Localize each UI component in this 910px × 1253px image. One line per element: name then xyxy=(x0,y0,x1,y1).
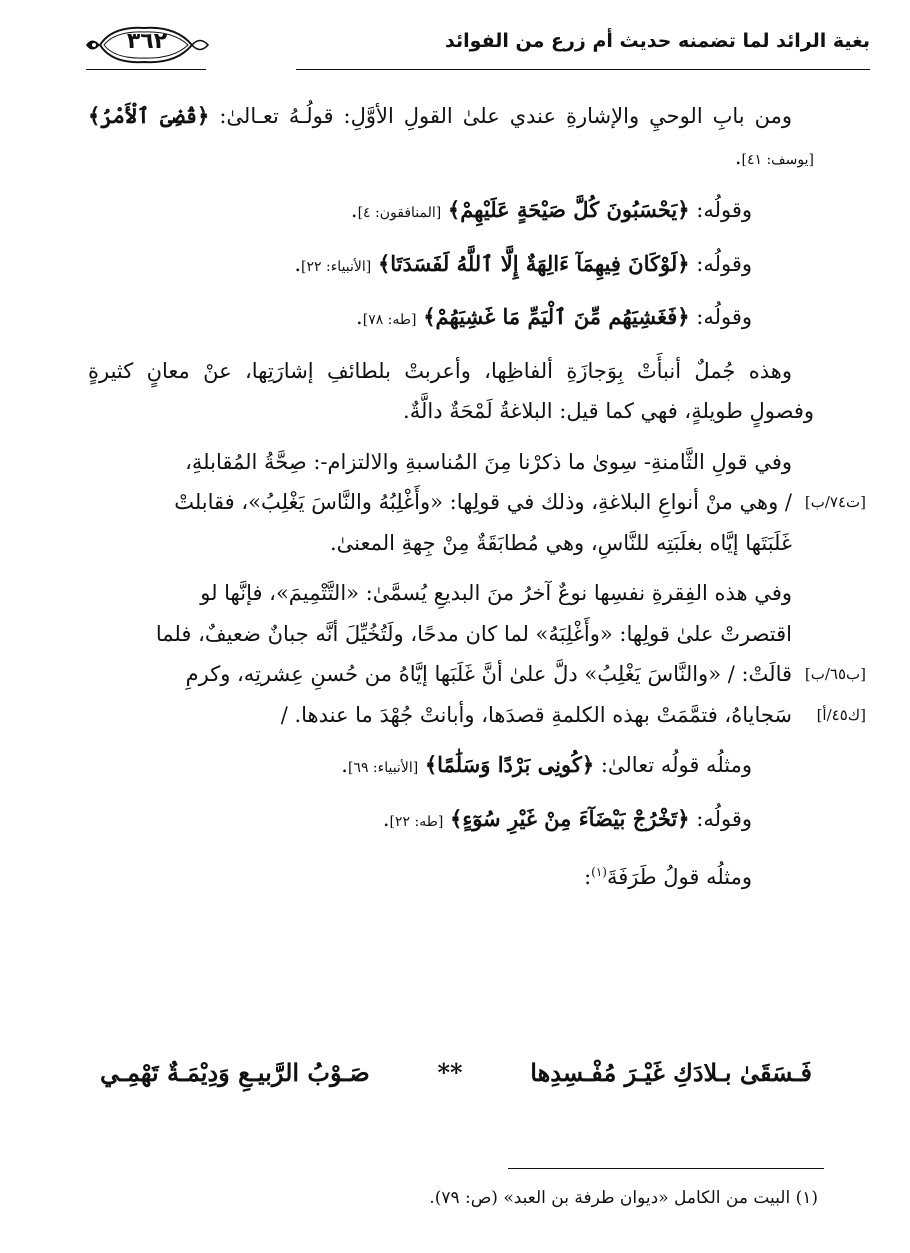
paragraph: ومن بابِ الوحيِ والإشارةِ عندي علىٰ القولِ الأوَّلِ: قولُـهُ تعـالىٰ: ﴿قُضِىَ ٱلْأَمْرُ﴾ [يوسف: ٤١]. xyxy=(88,103,814,169)
text-line: غَلَبَتَها إيَّاه بغلَبَتِه للنَّاسِ، وهي مُطابَقَةٌ مِنْ جِهةِ المعنىٰ. xyxy=(329,530,792,555)
footnote: (١) البيت من الكامل «ديوان طرفة بن العبد» (ص: ٧٩). xyxy=(429,1188,818,1208)
quran-quote: ﴿يَحْسَبُونَ كُلَّ صَيْحَةٍ عَلَيْهِمْ﴾ xyxy=(447,197,690,222)
text-line: [ك٤٥/أ] سَجاياهُ، فتمَّمَتْ بهذه الكلمةِ قصدَها، وأبانتْ جُهْدَ ما عندها. / xyxy=(88,695,814,736)
poem-separator: ** xyxy=(437,1058,463,1087)
paragraph xyxy=(88,573,866,735)
verse-reference: [المنافقون: ٤] xyxy=(357,205,442,221)
verse-line: ومثلُه قولُه تعالىٰ: ﴿كُونِى بَرْدًا وَسَلَٰمًا﴾ [الأنبياء: ٦٩]. xyxy=(341,752,752,777)
paragraph: وهذه جُملٌ أنبأَتْ بِوَجازَةِ ألفاظِها، وأعربتْ بلطائفِ إشارَتِها، عنْ معانٍ كثيرةٍ وفصولٍ طويلةٍ، فهي كما قيل: البلاغةُ لَمْحَةٌ دالَّةٌ. xyxy=(88,358,814,423)
poem-hemistich-left: صَـوْبُ الرَّبيـعِ وَدِيْمَـةٌ تَهْمِـي xyxy=(100,1058,370,1087)
verse-reference: [الأنبياء: ٦٩] xyxy=(347,760,419,776)
verse-line: وقولُه: ﴿لَوْكَانَ فِيهِمَآ ءَالِهَةٌ إِلَّا ٱللَّهُ لَفَسَدَتَا﴾ [الأنبياء: ٢٢]. xyxy=(294,250,752,276)
manuscript-margin-note: [ب٦٥/ب] xyxy=(804,665,866,683)
verse-reference: [طه: ٢٢] xyxy=(389,813,444,830)
header-rule xyxy=(86,69,870,70)
verse-reference: [طه: ٧٨] xyxy=(362,312,417,328)
verse-reference: [يوسف: ٤١] xyxy=(741,151,814,168)
text-line: [ب٦٥/ب] قالَتْ: / «والنَّاسَ يَغْلِبُ» دلَّ علىٰ أنَّ غَلَبَها إيَّاهُ من حُسنِ عِشرتِه، وكرمِ xyxy=(88,654,814,695)
text-line: اقتصرتْ علىٰ قولِها: «وأَغْلِبَهُ» لما كان مدحًا، ولَتُخُيِّلَ أنَّه جبانٌ ضعيفٌ، فلما xyxy=(155,621,792,646)
text-line: وفي قولِ الثَّامنةِ- سِوىٰ ما ذكرْنا مِنَ المُناسبةِ والالتزام-: صِحَّةُ المُقابلةِ، xyxy=(185,449,792,474)
paragraph xyxy=(88,442,866,564)
page-number: ٣٦٢ xyxy=(126,29,168,54)
verse-reference: [الأنبياء: ٢٢] xyxy=(301,258,372,275)
poem-hemistich-right: فَـسَقَىٰ بـلادَكِ غَيْـرَ مُفْـسِدِها xyxy=(530,1058,812,1087)
footnote-marker[interactable]: (١) xyxy=(591,865,607,879)
verse-line: وقولُه: ﴿فَغَشِيَهُم مِّنَ ٱلْيَمِّ مَا غَشِيَهُمْ﴾ [طه: ٧٨]. xyxy=(356,304,752,329)
footnote-rule xyxy=(508,1168,824,1169)
running-title: بغية الرائد لما تضمنه حديث أم زرع من الفوائد xyxy=(445,30,870,52)
manuscript-margin-note: [ت٧٤/ب] xyxy=(804,493,866,511)
poem-verse xyxy=(100,1058,812,1087)
verse-line: ومثلُه قولُ طَرَفَةَ$^{(١)}$: xyxy=(584,865,752,889)
quran-quote: ﴿قُضِىَ ٱلْأَمْرُ﴾ xyxy=(88,103,210,128)
quran-quote: ﴿لَوْكَانَ فِيهِمَآ ءَالِهَةٌ إِلَّا ٱللَّهُ لَفَسَدَتَا﴾ xyxy=(377,250,690,276)
text-line: [ت٧٤/ب] / وهي منْ أنواعِ البلاغةِ، وذلك في قولِها: «وأَغْلِبُهُ والنَّاسَ يَغْلِبُ»، فقابلتْ xyxy=(88,482,814,523)
manuscript-margin-note: [ك٤٥/أ] xyxy=(816,705,866,724)
page-header xyxy=(86,22,870,72)
verse-line: وقولُه: ﴿تَخْرُجْ بَيْضَآءَ مِنْ غَيْرِ سُوٓءٍ﴾ [طه: ٢٢]. xyxy=(382,805,752,831)
verse-line: وقولُه: ﴿يَحْسَبُونَ كُلَّ صَيْحَةٍ عَلَيْهِمْ﴾ [المنافقون: ٤]. xyxy=(350,197,752,222)
quran-quote: ﴿تَخْرُجْ بَيْضَآءَ مِنْ غَيْرِ سُوٓءٍ﴾ xyxy=(450,805,690,831)
quran-quote: ﴿كُونِى بَرْدًا وَسَلَٰمًا﴾ xyxy=(424,752,595,777)
text-line: وفي هذه الفِقرةِ نفسِها نوعٌ آخرُ منَ البديعِ يُسمَّىٰ: «التَّتْمِيمَ»، فإنَّها لو xyxy=(200,581,792,605)
main-text xyxy=(88,96,866,908)
quran-quote: ﴿فَغَشِيَهُم مِّنَ ٱلْيَمِّ مَا غَشِيَهُمْ﴾ xyxy=(423,304,690,329)
